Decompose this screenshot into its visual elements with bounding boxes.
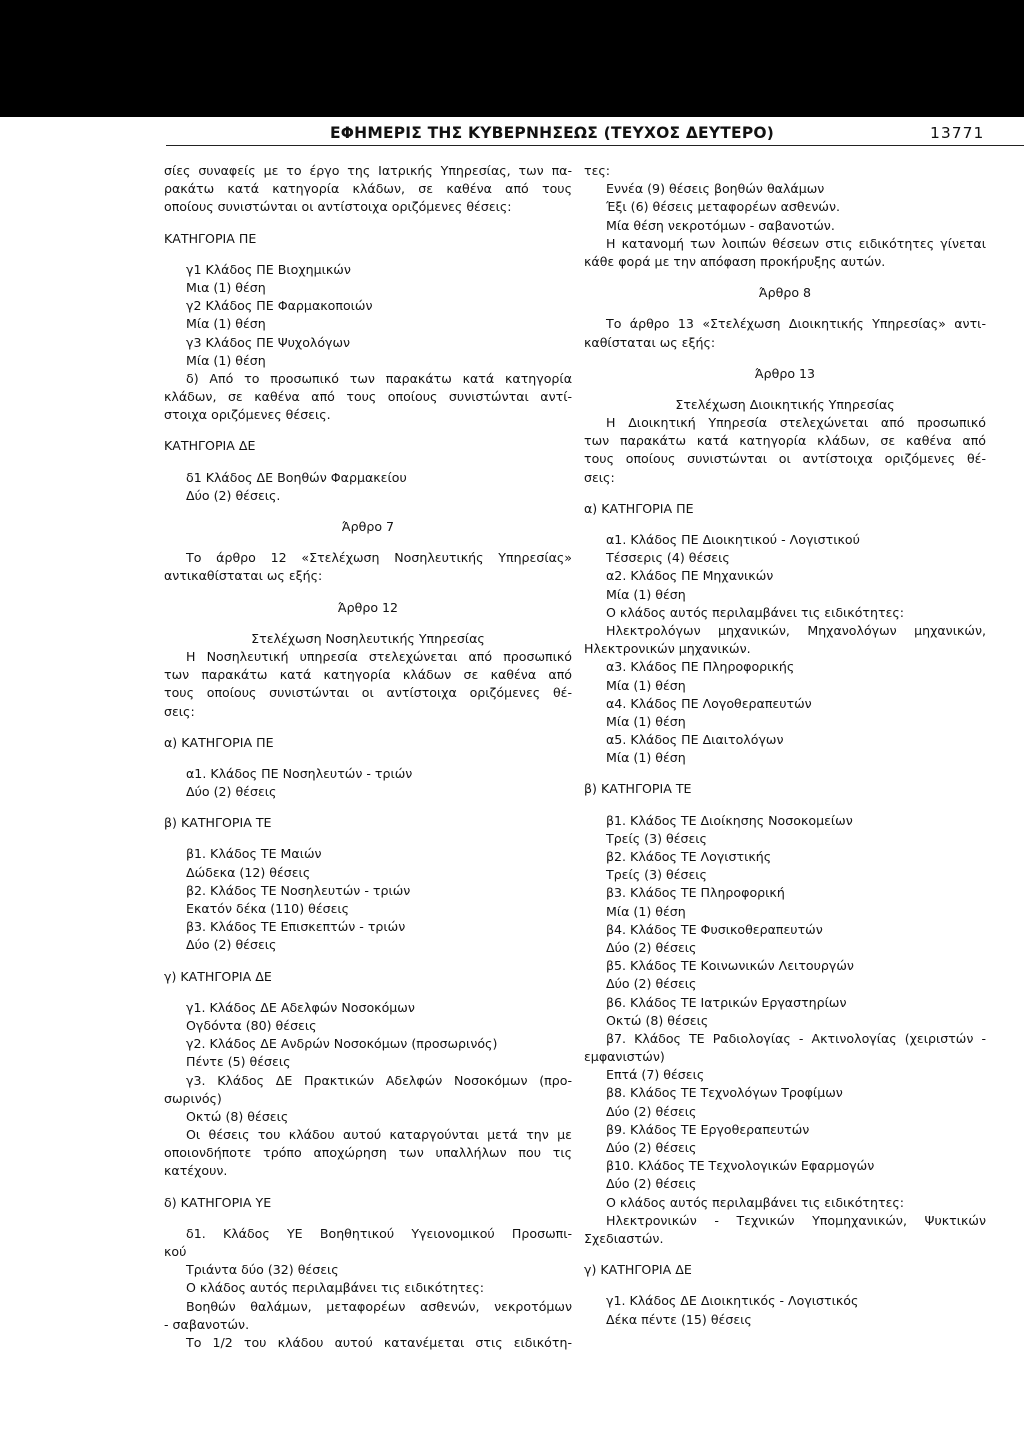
- branch-title: α2. Κλάδος ΠΕ Μηχανικών: [606, 568, 774, 584]
- text-line: εμφανιστών): [584, 1049, 665, 1065]
- branch-title: β1. Κλάδος ΤΕ Διοίκησης Νοσοκομείων: [606, 812, 853, 828]
- text-line: Ηλεκτρονικών - Τεχνικών Υπομηχανικών, Ψυκτικών: [606, 1212, 986, 1228]
- text-line: οποίους συνιστώνται οι αντίστοιχα οριζόμενες θέσεις:: [164, 199, 512, 215]
- branch-title: α1. Κλάδος ΠΕ Διοικητικού - Λογιστικού: [606, 532, 860, 547]
- branch-title: β3. Κλάδος ΤΕ Επισκεπτών - τριών: [186, 919, 406, 935]
- text-line: σεις:: [584, 469, 615, 485]
- text-line: Ο κλάδος αυτός περιλαμβάνει τις ειδικότητες:: [606, 604, 905, 620]
- branch-title: β8. Κλάδος ΤΕ Τεχνολόγων Τροφίμων: [606, 1085, 843, 1101]
- header-rule: [166, 145, 1024, 146]
- article-heading: Άρθρο 13: [754, 365, 816, 381]
- text-line: Το άρθρο 13 «Στελέχωση Διοικητικής Υπηρεσίας» αντι-: [606, 316, 986, 332]
- left-column: [164, 162, 572, 1352]
- positions-count: Δύο (2) θέσεις: [186, 784, 277, 800]
- branch-title: γ1. Κλάδος ΔΕ Διοικητικός - Λογιστικός: [606, 1293, 859, 1309]
- article-subtitle: Στελέχωση Νοσηλευτικής Υπηρεσίας: [251, 630, 485, 646]
- positions-count: Επτά (7) θέσεις: [606, 1067, 705, 1083]
- positions-count: Μία (1) θέση: [606, 713, 686, 729]
- positions-count: Τέσσερις (4) θέσεις: [606, 550, 730, 566]
- branch-title: α1. Κλάδος ΠΕ Νοσηλευτών - τριών: [186, 765, 413, 781]
- text-line: κατέχουν.: [164, 1163, 228, 1179]
- gazette-header-title: ΕΦΗΜΕΡΙΣ ΤΗΣ ΚΥΒΕΡΝΗΣΕΩΣ (ΤΕΥΧΟΣ ΔΕΥΤΕΡΟ): [330, 124, 775, 142]
- category-heading: β) ΚΑΤΗΓΟΡΙΑ ΤΕ: [164, 815, 272, 831]
- text-line: Το 1/2 του κλάδου αυτού κατανέμεται στις ειδικότη-: [186, 1334, 572, 1350]
- category-heading: δ) ΚΑΤΗΓΟΡΙΑ ΥΕ: [164, 1194, 272, 1210]
- text-line: τες:: [584, 163, 611, 178]
- text-line: Ηλεκτρολόγων μηχανικών, Μηχανολόγων μηχανικών,: [606, 622, 986, 638]
- scan-border: [0, 0, 1024, 117]
- text-line: αντικαθίσταται ως εξής:: [164, 568, 323, 584]
- branch-title: γ2. Κλάδος ΔΕ Ανδρών Νοσοκόμων (προσωρινός): [186, 1036, 498, 1052]
- branch-title: α4. Κλάδος ΠΕ Λογοθεραπευτών: [606, 695, 812, 711]
- text-line: των παρακάτω κατά κατηγορία κλάδων σε καθένα από: [164, 667, 572, 683]
- text-line: σίες συναφείς με το έργο της Ιατρικής Υπηρεσίας, των πα-: [164, 163, 572, 178]
- branch-title: β7. Κλάδος ΤΕ Ραδιολογίας - Ακτινολογίας (χειριστών -: [606, 1030, 986, 1046]
- positions-count: Δώδεκα (12) θέσεις: [186, 864, 311, 880]
- positions-count: Δύο (2) θέσεις: [606, 976, 697, 992]
- branch-title: γ3 Κλάδος ΠΕ Ψυχολόγων: [186, 334, 351, 350]
- positions-count: Δύο (2) θέσεις: [606, 1176, 697, 1192]
- positions-count: Δύο (2) θέσεις: [186, 937, 277, 953]
- page-number: 13771: [930, 124, 985, 142]
- text-line: οποιονδήποτε τρόπο αποχώρηση των υπαλλήλων που τις: [164, 1145, 572, 1161]
- positions-count: Μία (1) θέση: [606, 586, 686, 602]
- text-line: Η κατανομή των λοιπών θέσεων στις ειδικότητες γίνεται: [606, 235, 986, 251]
- text-line: κάθε φορά με την απόφαση προκήρυξης αυτών.: [584, 253, 886, 269]
- positions-count: Μία (1) θέση: [186, 316, 266, 332]
- positions-count: Εκατόν δέκα (110) θέσεις: [186, 901, 350, 916]
- positions-count: Δύο (2) θέσεις: [606, 939, 697, 955]
- article-heading: Άρθρο 12: [337, 599, 399, 615]
- category-heading: ΚΑΤΗΓΟΡΙΑ ΠΕ: [164, 230, 257, 246]
- positions-count: Οκτώ (8) θέσεις: [186, 1108, 289, 1124]
- positions-count: Πέντε (5) θέσεις: [186, 1054, 291, 1070]
- positions-count: Τρείς (3) θέσεις: [606, 867, 707, 883]
- positions-count: Τρείς (3) θέσεις: [606, 830, 707, 846]
- text-line: σωρινός): [164, 1090, 222, 1106]
- branch-title: δ1 Κλάδος ΔΕ Βοηθών Φαρμακείου: [186, 469, 407, 485]
- branch-title: β2. Κλάδος ΤΕ Λογιστικής: [606, 849, 772, 864]
- branch-title: β9. Κλάδος ΤΕ Εργοθεραπευτών: [606, 1121, 810, 1137]
- text-line: σεις:: [164, 703, 195, 719]
- positions-count: Μία (1) θέση: [606, 750, 686, 766]
- text-line: Ο κλάδος αυτός περιλαμβάνει τις ειδικότητες:: [186, 1280, 485, 1296]
- positions-count: Μία (1) θέση: [606, 903, 686, 919]
- text-line: Εννέα (9) θέσεις βοηθών θαλάμων: [606, 181, 825, 197]
- category-heading: γ) ΚΑΤΗΓΟΡΙΑ ΔΕ: [584, 1262, 692, 1278]
- positions-count: Ογδόντα (80) θέσεις: [186, 1017, 317, 1033]
- category-heading: α) ΚΑΤΗΓΟΡΙΑ ΠΕ: [164, 734, 274, 750]
- text-line: Το άρθρο 12 «Στελέχωση Νοσηλευτικής Υπηρεσίας»: [186, 550, 572, 566]
- text-line: - σαβανοτών.: [164, 1316, 250, 1332]
- article-heading: Άρθρο 8: [758, 285, 812, 301]
- right-column: [584, 162, 986, 1329]
- text-line: Βοηθών θαλάμων, μεταφορέων ασθενών, νεκροτόμων: [186, 1298, 572, 1314]
- text-line: Η Διοικητική Υπηρεσία στελεχώνεται από προσωπικό: [606, 415, 986, 431]
- text-line: των παρακάτω κατά κατηγορία κλάδων, σε καθένα από: [584, 433, 986, 449]
- category-heading: ΚΑΤΗΓΟΡΙΑ ΔΕ: [164, 438, 256, 454]
- text-line: Ο κλάδος αυτός περιλαμβάνει τις ειδικότητες:: [606, 1194, 905, 1210]
- positions-count: Μία (1) θέση: [186, 352, 266, 368]
- positions-count: Μία (1) θέση: [606, 677, 686, 693]
- positions-count: Δύο (2) θέσεις: [606, 1140, 697, 1155]
- positions-count: Μια (1) θέση: [186, 279, 266, 295]
- category-heading: γ) ΚΑΤΗΓΟΡΙΑ ΔΕ: [164, 968, 272, 984]
- text-line: κού: [164, 1244, 187, 1259]
- text-line: στοιχα οριζόμενες θέσεις.: [164, 407, 331, 423]
- text-line: Οι θέσεις του κλάδου αυτού καταργούνται μετά την με: [186, 1127, 572, 1143]
- positions-count: Οκτώ (8) θέσεις: [606, 1012, 709, 1028]
- text-line: Έξι (6) θέσεις μεταφορέων ασθενών.: [606, 199, 840, 215]
- branch-title: γ1 Κλάδος ΠΕ Βιοχημικών: [186, 261, 351, 277]
- text-line: κλάδων, σε καθένα από τους οποίους συνιστώνται αντί-: [164, 389, 572, 405]
- branch-title: γ3. Κλάδος ΔΕ Πρακτικών Αδελφών Νοσοκόμων (προ-: [186, 1072, 572, 1088]
- branch-title: α5. Κλάδος ΠΕ Διαιτολόγων: [606, 732, 784, 748]
- category-heading: α) ΚΑΤΗΓΟΡΙΑ ΠΕ: [584, 500, 694, 516]
- text-line: ρακάτω κατά κατηγορία κλάδων, σε καθένα από τους: [164, 181, 572, 197]
- branch-title: γ1. Κλάδος ΔΕ Αδελφών Νοσοκόμων: [186, 999, 415, 1015]
- branch-title: β10. Κλάδος ΤΕ Τεχνολογικών Εφαρμογών: [606, 1158, 875, 1174]
- branch-title: δ1. Κλάδος ΥΕ Βοηθητικού Υγειονομικού Προσωπι-: [186, 1225, 572, 1241]
- category-heading: β) ΚΑΤΗΓΟΡΙΑ ΤΕ: [584, 781, 692, 797]
- text-line: καθίσταται ως εξής:: [584, 334, 716, 350]
- article-heading: Άρθρο 7: [341, 519, 395, 534]
- branch-title: α3. Κλάδος ΠΕ Πληροφορικής: [606, 659, 795, 675]
- branch-title: β4. Κλάδος ΤΕ Φυσικοθεραπευτών: [606, 921, 823, 937]
- positions-count: Τριάντα δύο (32) θέσεις: [186, 1262, 339, 1278]
- branch-title: β1. Κλάδος ΤΕ Μαιών: [186, 846, 322, 862]
- branch-title: β6. Κλάδος ΤΕ Ιατρικών Εργαστηρίων: [606, 994, 847, 1010]
- text-line: τους οποίους συνιστώνται οι αντίστοιχα οριζόμενες θέ-: [584, 451, 986, 467]
- text-line: Σχεδιαστών.: [584, 1230, 664, 1246]
- positions-count: Δύο (2) θέσεις.: [186, 487, 281, 503]
- branch-title: β3. Κλάδος ΤΕ Πληροφορική: [606, 885, 785, 901]
- branch-title: γ2 Κλάδος ΠΕ Φαρμακοποιών: [186, 298, 373, 314]
- text-line: Η Νοσηλευτική υπηρεσία στελεχώνεται από προσωπικό: [186, 648, 572, 664]
- branch-title: β2. Κλάδος ΤΕ Νοσηλευτών - τριών: [186, 882, 411, 898]
- text-line: δ) Από το προσωπικό των παρακάτω κατά κατηγορία: [186, 370, 572, 386]
- positions-count: Δέκα πέντε (15) θέσεις: [606, 1311, 752, 1327]
- positions-count: Δύο (2) θέσεις: [606, 1103, 697, 1119]
- text-line: τους οποίους συνιστώνται οι αντίστοιχα οριζόμενες θέ-: [164, 685, 572, 701]
- text-line: Μία θέση νεκροτόμων - σαβανοτών.: [606, 217, 835, 233]
- text-line: Ηλεκτρονικών μηχανικών.: [584, 641, 751, 657]
- article-subtitle: Στελέχωση Διοικητικής Υπηρεσίας: [675, 396, 895, 412]
- branch-title: β5. Κλάδος ΤΕ Κοινωνικών Λειτουργών: [606, 958, 854, 974]
